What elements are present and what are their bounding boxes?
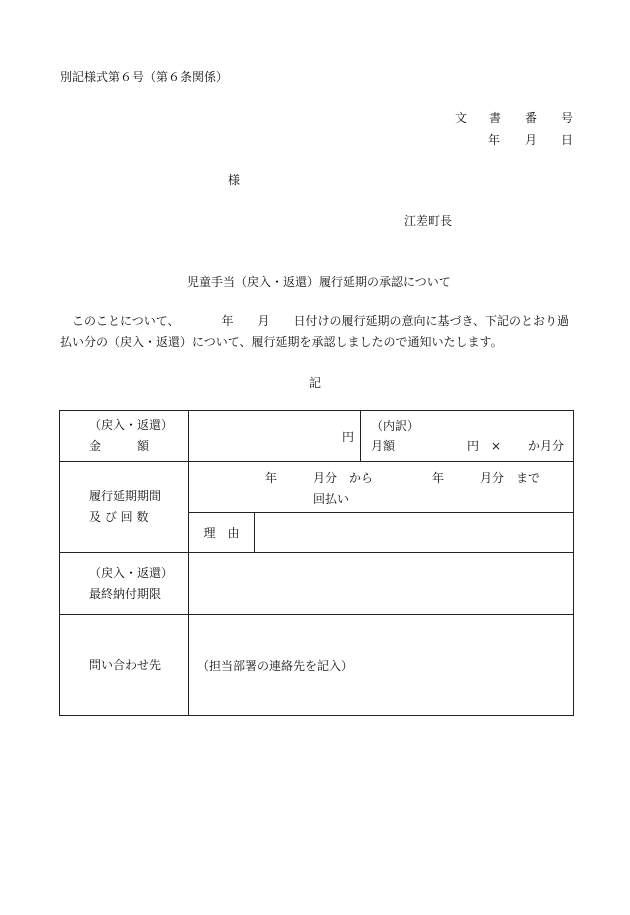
- ki-heading: 記: [309, 376, 322, 390]
- document-title: 児童手当（戻入・返還）履行延期の承認について: [187, 275, 451, 289]
- contact-label-cell: [60, 615, 189, 716]
- period-value-cell[interactable]: [189, 462, 574, 513]
- amount-label-line-1: （戻入・返還）: [89, 418, 174, 432]
- date-month-char: 月: [525, 133, 538, 147]
- reason-label: 理 由: [203, 526, 240, 540]
- amount-row: [60, 411, 574, 462]
- body-paragraph: [60, 311, 576, 353]
- breakdown-monthly: [371, 436, 573, 456]
- doc-number-char-1: 文: [455, 111, 468, 125]
- period-from: 年 月分 から: [265, 471, 374, 485]
- date-day-char: 日: [561, 133, 574, 147]
- doc-number-char-3: 番: [525, 111, 538, 125]
- installments: 回払い: [313, 492, 350, 506]
- amount-label-cell: [60, 411, 189, 462]
- doc-number-char-2: 書: [489, 111, 502, 125]
- contact-value-cell[interactable]: [189, 615, 574, 716]
- deadline-label-line-2: 最終納付期限: [89, 586, 162, 601]
- deadline-value-cell[interactable]: [189, 553, 574, 615]
- yen-unit: 円: [342, 429, 355, 444]
- period-label-line-2: 及 び 回 数: [89, 510, 149, 524]
- sender: 江差町長: [404, 214, 453, 228]
- contact-label: 問い合わせ先: [89, 657, 162, 672]
- deadline-label-cell: [60, 553, 189, 615]
- period-label-cell: [60, 462, 189, 553]
- months-unit: か月分: [528, 439, 565, 453]
- reason-label-cell: [189, 513, 255, 553]
- breakdown-cell[interactable]: [361, 411, 574, 462]
- deadline-label-line-1: （戻入・返還）: [89, 565, 174, 580]
- reason-value-cell[interactable]: [255, 513, 574, 553]
- contact-value: （担当部署の連絡先を記入）: [197, 658, 354, 673]
- period-to: 年 月分 まで: [432, 471, 541, 485]
- monthly-label: 月額: [371, 439, 396, 453]
- addressee-suffix: 様: [228, 173, 241, 187]
- body-line-1: このことについて、 年 月 日付けの履行延期の意向に基づき、下記のとおり過: [72, 314, 570, 328]
- yen-times: 円 ×: [467, 439, 502, 453]
- body-line-2: 払い分の（戻入・返還）について、履行延期を承認しましたので通知いたします。: [60, 335, 503, 349]
- doc-number-char-4: 号: [561, 111, 574, 125]
- period-row: [60, 462, 574, 513]
- amount-label-line-2: 金 額: [89, 439, 150, 453]
- amount-value-cell[interactable]: [189, 411, 361, 462]
- date-year-char: 年: [488, 133, 501, 147]
- approval-table: [59, 410, 574, 716]
- deadline-row: [60, 553, 574, 615]
- contact-row: [60, 615, 574, 716]
- breakdown-label: （内訳）: [371, 419, 420, 433]
- period-label-line-1: 履行延期期間: [89, 489, 162, 503]
- form-number: 別記様式第６号（第６条関係）: [60, 70, 229, 84]
